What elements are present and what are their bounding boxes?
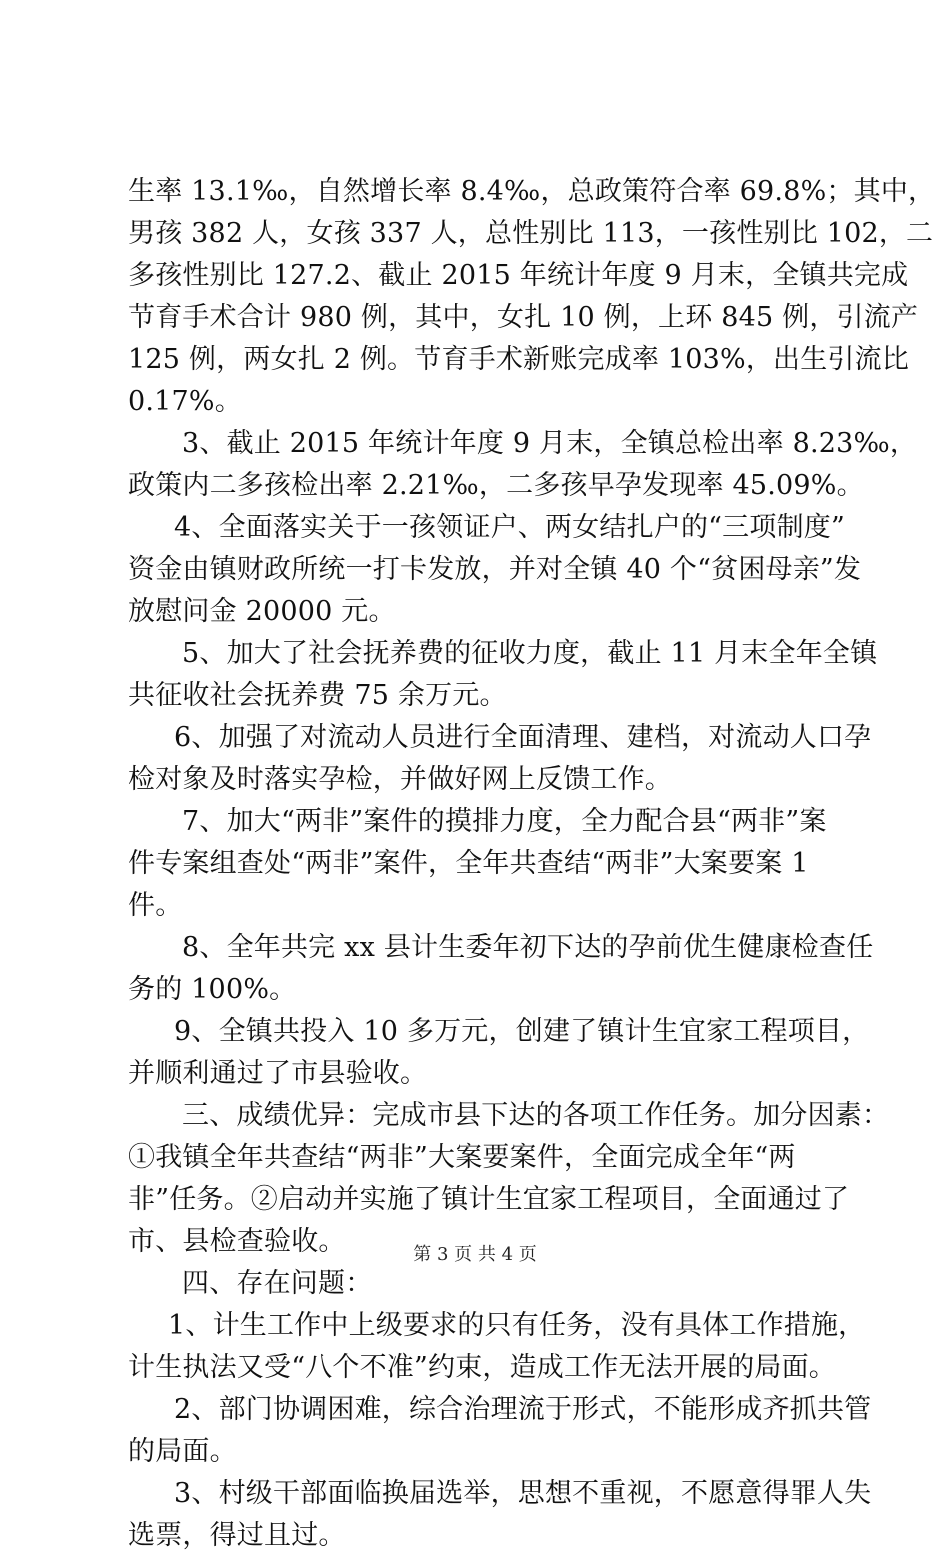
section-4-heading: 四、存在问题：: [182, 1268, 373, 1299]
paragraph-4-line: 4、全面落实关于一孩领证户、两女结扎户的“三项制度”: [174, 512, 845, 543]
text-line: 的局面。: [128, 1436, 237, 1467]
text-line: 男孩 382 人，女孩 337 人，总性别比 113，一孩性别比 102，二: [128, 218, 934, 249]
paragraph-5-line: 5、加大了社会抚养费的征收力度，截止 11 月末全年全镇: [182, 638, 878, 669]
paragraph-3-line: 3、截止 2015 年统计年度 9 月末，全镇总检出率 8.23‰，: [182, 428, 918, 459]
problem-3-line: 3、村级干部面临换届选举，思想不重视，不愿意得罪人失: [174, 1478, 872, 1509]
text-line: 选票，得过且过。: [128, 1520, 346, 1551]
text-line: 0.17%。: [128, 386, 242, 417]
text-line: 计生执法又受“八个不准”约束，造成工作无法开展的局面。: [128, 1352, 837, 1383]
text-line: 件。: [128, 890, 183, 921]
paragraph-9-line: 9、全镇共投入 10 多万元，创建了镇计生宜家工程项目，: [174, 1016, 870, 1047]
text-line: 非”任务。②启动并实施了镇计生宜家工程项目，全面通过了: [128, 1184, 850, 1215]
text-line: 放慰问金 20000 元。: [128, 596, 396, 627]
text-line: 125 例，两女扎 2 例。节育手术新账完成率 103%，出生引流比: [128, 344, 910, 375]
text-line: 多孩性别比 127.2、截止 2015 年统计年度 9 月末，全镇共完成: [128, 260, 909, 291]
text-line: 共征收社会抚养费 75 余万元。: [128, 680, 507, 711]
text-line: 生率 13.1‰，自然增长率 8.4‰，总政策符合率 69.8%；其中，: [128, 176, 936, 207]
text-line: ①我镇全年共查结“两非”大案要案件，全面完成全年“两: [128, 1142, 796, 1173]
paragraph-8-line: 8、全年共完 xx 县计生委年初下达的孕前优生健康检查任: [182, 932, 874, 963]
text-line: 政策内二多孩检出率 2.21‰，二多孩早孕发现率 45.09%。: [128, 470, 864, 501]
text-line: 市、县检查验收。: [128, 1226, 346, 1257]
paragraph-7-line: 7、加大“两非”案件的摸排力度，全力配合县“两非”案: [182, 806, 827, 837]
page-footer: 第 3 页 共 4 页: [413, 1244, 537, 1265]
text-line: 件专案组查处“两非”案件，全年共查结“两非”大案要案 1: [128, 848, 809, 879]
section-3-heading-line: 三、成绩优异：完成市县下达的各项工作任务。加分因素：: [182, 1100, 890, 1131]
problem-2-line: 2、部门协调困难，综合治理流于形式，不能形成齐抓共管: [174, 1394, 872, 1425]
text-line: 资金由镇财政所统一打卡发放，并对全镇 40 个“贫困母亲”发: [128, 554, 862, 585]
paragraph-6-line: 6、加强了对流动人员进行全面清理、建档，对流动人口孕: [174, 722, 872, 753]
text-line: 并顺利通过了市县验收。: [128, 1058, 428, 1089]
document-body: [128, 171, 936, 1557]
text-line: 检对象及时落实孕检，并做好网上反馈工作。: [128, 764, 672, 795]
text-line: 务的 100%。: [128, 974, 297, 1005]
text-line: 节育手术合计 980 例，其中，女扎 10 例，上环 845 例，引流产: [128, 302, 919, 333]
problem-1-line: 1、计生工作中上级要求的只有任务，没有具体工作措施，: [168, 1310, 866, 1341]
